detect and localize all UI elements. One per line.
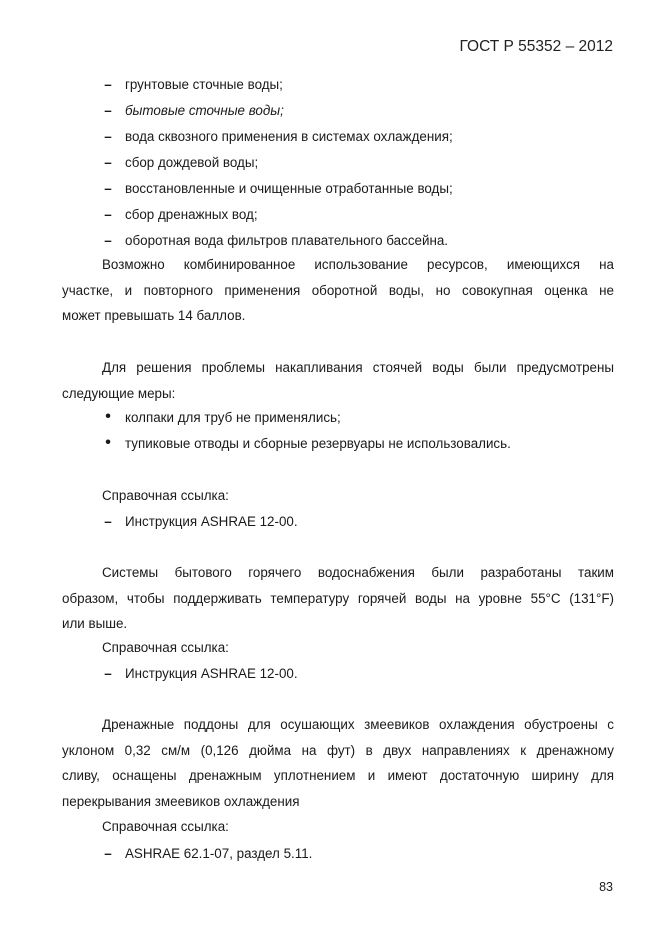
list-item [62, 436, 614, 456]
dash-marker: – [104, 103, 112, 118]
list-item [62, 181, 614, 201]
dash-marker: – [104, 77, 112, 92]
list-item-text: бытовые сточные воды; [125, 103, 284, 118]
paragraph-line: может превышать 14 баллов. [62, 308, 246, 323]
list-item-text: колпаки для труб не применялись; [125, 410, 341, 425]
dash-marker: – [104, 129, 112, 144]
reference-item [62, 514, 614, 534]
list-item [62, 410, 614, 430]
paragraph-line: Для решения проблемы накапливания стоячей воды были предусмотрены [102, 360, 614, 375]
list-item-text: оборотная вода фильтров плавательного бассейна. [125, 233, 449, 248]
reference-label: Справочная ссылка: [102, 640, 229, 655]
paragraph-line: участке, и повторного применения оборотной воды, но совокупная оценка не [62, 282, 614, 298]
paragraph-line: или выше. [62, 616, 128, 631]
page-number: 83 [599, 880, 613, 894]
list-item [62, 77, 614, 97]
paragraph-line: Возможно комбинированное использование ресурсов, имеющихся на [102, 257, 614, 272]
list-item-text: сбор дренажных вод; [125, 207, 258, 222]
paragraph-line: Системы бытового горячего водоснабжения были разработаны таким [102, 565, 614, 580]
bullet-marker: • [105, 434, 111, 451]
dash-marker: – [104, 155, 112, 170]
list-item [62, 233, 614, 253]
list-item-text: вода сквозного применения в системах охлаждения; [125, 129, 453, 144]
reference-text: Инструкция ASHRAE 12-00. [125, 514, 298, 529]
reference-label: Справочная ссылка: [102, 488, 229, 503]
dash-marker: – [104, 846, 112, 861]
reference-label: Справочная ссылка: [102, 819, 229, 834]
list-item [62, 103, 614, 123]
list-item-text: тупиковые отводы и сборные резервуары не использовались. [125, 436, 511, 451]
list-item-text: восстановленные и очищенные отработанные воды; [125, 181, 453, 196]
reference-item [62, 666, 614, 686]
list-item [62, 155, 614, 175]
paragraph-line: сливу, оснащены дренажным уплотнением и имеют достаточную ширину для [62, 768, 614, 783]
list-item-text: грунтовые сточные воды; [125, 77, 283, 92]
reference-text: ASHRAE 62.1-07, раздел 5.11. [125, 846, 313, 861]
paragraph-line: перекрывания змеевиков охлаждения [62, 793, 300, 809]
paragraph-drain-pans [62, 712, 614, 814]
dash-marker: – [104, 666, 112, 681]
paragraph-hot-water [62, 560, 614, 637]
list-item [62, 207, 614, 227]
reference-item [62, 846, 614, 866]
paragraph-stagnant-water [62, 355, 614, 406]
dash-marker: – [104, 233, 112, 248]
dash-marker: – [104, 181, 112, 196]
dash-marker: – [104, 207, 112, 222]
list-item-text: сбор дождевой воды; [125, 155, 259, 170]
document-header: ГОСТ Р 55352 – 2012 [459, 38, 613, 55]
paragraph-line: уклоном 0,32 см/м (0,126 дюйма на фут) в двух направлениях к дренажному [62, 742, 614, 758]
paragraph-line: образом, чтобы поддерживать температуру горячей воды на уровне 55°C (131°F) [62, 590, 614, 606]
paragraph-line: следующие меры: [62, 385, 176, 401]
bullet-marker: • [105, 408, 111, 425]
list-item [62, 129, 614, 149]
dash-marker: – [104, 514, 112, 529]
paragraph-combined-usage [62, 252, 614, 329]
reference-text: Инструкция ASHRAE 12-00. [125, 666, 298, 681]
paragraph-line: Дренажные поддоны для осушающих змеевиков охлаждения обустроены с [102, 717, 614, 732]
